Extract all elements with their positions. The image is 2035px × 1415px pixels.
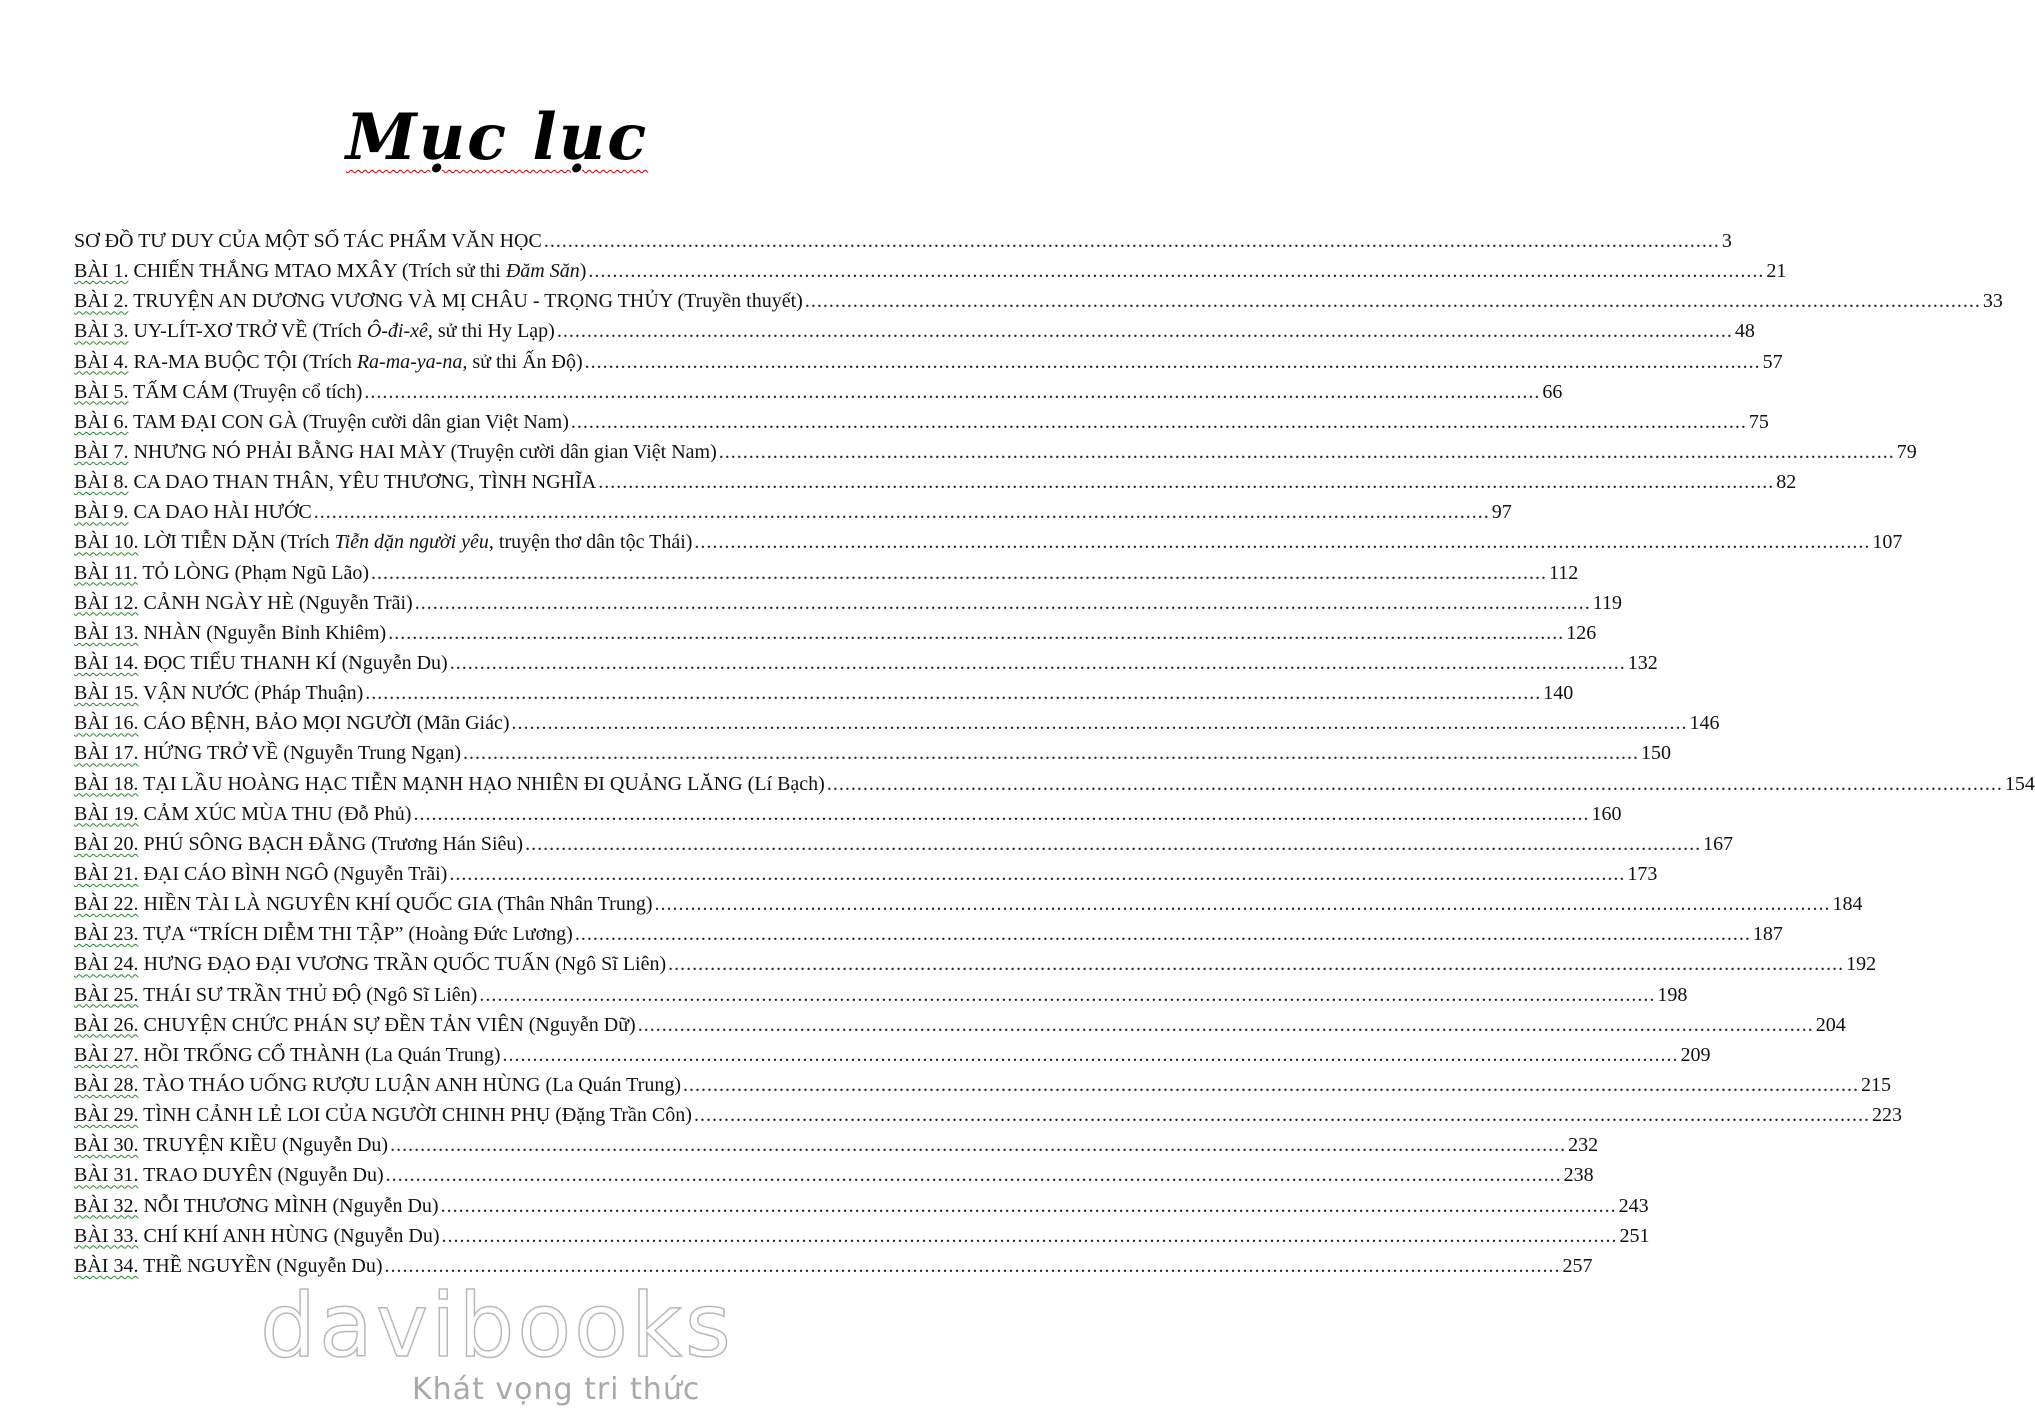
dot-leader xyxy=(557,316,1733,346)
toc-entry[interactable] xyxy=(74,799,1622,829)
toc-entry-title xyxy=(74,1130,388,1160)
lesson-source xyxy=(303,351,583,373)
toc-entry-title xyxy=(74,618,386,648)
lesson-number: BÀI 15. xyxy=(74,682,139,705)
page-number: 204 xyxy=(1815,1013,1846,1036)
source-pre: (Trích xyxy=(312,320,367,343)
toc-entry[interactable] xyxy=(74,316,1755,346)
lesson-number: BÀI 23. xyxy=(74,923,139,946)
toc-entry-title xyxy=(74,437,717,467)
source-pre: (Hoàng Đức Lương) xyxy=(408,923,573,946)
page-number: 126 xyxy=(1566,621,1597,644)
lesson-title: THỀ NGUYỀN xyxy=(143,1254,272,1277)
page-number: 150 xyxy=(1641,742,1672,765)
watermark-brand: davibooks xyxy=(260,1274,734,1377)
dot-leader xyxy=(441,1191,1617,1221)
lesson-source xyxy=(365,1044,501,1066)
source-pre: (Đặng Trần Côn) xyxy=(555,1104,692,1127)
toc-entry[interactable] xyxy=(74,859,1658,889)
lesson-number: BÀI 12. xyxy=(74,591,139,614)
toc-entry[interactable] xyxy=(74,497,1512,527)
lesson-source xyxy=(280,531,692,553)
lesson-title: TRAO DUYÊN xyxy=(143,1164,273,1187)
source-post: , truyện thơ dân tộc Thái) xyxy=(488,531,693,554)
lesson-title: TÀO THÁO UỐNG RƯỢU LUẬN ANH HÙNG xyxy=(143,1073,541,1096)
dot-leader xyxy=(388,618,1564,648)
toc-entry[interactable] xyxy=(74,558,1579,588)
toc-entry-title xyxy=(74,407,569,437)
dot-leader xyxy=(654,889,1830,919)
toc-entry[interactable] xyxy=(74,286,2003,316)
page-number: 97 xyxy=(1491,501,1512,524)
page-number: 187 xyxy=(1752,923,1783,946)
lesson-title: TỰA “TRÍCH DIỄM THI TẬP” xyxy=(143,923,404,946)
lesson-number: BÀI 8. xyxy=(74,471,129,494)
source-pre: (Lí Bạch) xyxy=(747,772,825,795)
lesson-title: TRUYỆN KIỀU xyxy=(143,1134,277,1157)
toc-entry[interactable] xyxy=(74,769,2035,799)
toc-entry[interactable] xyxy=(74,708,1720,738)
dot-leader xyxy=(511,708,1687,738)
lesson-number: BÀI 6. xyxy=(74,410,129,433)
toc-entry-title xyxy=(74,1010,636,1040)
toc-entry-title xyxy=(74,377,362,407)
toc-entry[interactable] xyxy=(74,1040,1711,1070)
page-number: 173 xyxy=(1627,862,1658,885)
lesson-title: ĐẠI CÁO BÌNH NGÔ xyxy=(143,862,329,885)
toc-entry[interactable] xyxy=(74,467,1797,497)
lesson-number: BÀI 11. xyxy=(74,561,138,584)
toc-entry-title xyxy=(74,558,369,588)
lesson-source xyxy=(555,1104,692,1126)
source-pre: (Nguyễn Bỉnh Khiêm) xyxy=(206,621,387,644)
page-number: 82 xyxy=(1776,471,1797,494)
lesson-title: CA DAO HÀI HƯỚC xyxy=(133,501,312,524)
toc-entry[interactable] xyxy=(74,1100,1902,1130)
source-em: Đăm Săn xyxy=(505,260,580,283)
page-number: 160 xyxy=(1591,802,1622,825)
source-pre: (Ngô Sĩ Liên) xyxy=(555,953,667,976)
lesson-number: BÀI 19. xyxy=(74,802,139,825)
lesson-source xyxy=(402,260,587,282)
toc-entry-title xyxy=(74,347,583,377)
lesson-title: TẤM CÁM xyxy=(133,380,229,403)
lesson-source xyxy=(235,562,369,584)
toc-entry-title xyxy=(74,286,803,316)
lesson-title: NỖI THƯƠNG MÌNH xyxy=(143,1194,328,1217)
toc-entry-title xyxy=(74,1070,681,1100)
source-pre: (Nguyễn Du) xyxy=(332,1194,439,1217)
page-number: 48 xyxy=(1734,320,1755,343)
lesson-source xyxy=(342,652,448,674)
toc-entry[interactable] xyxy=(74,377,1563,407)
toc-entry-title xyxy=(74,678,363,708)
dot-leader xyxy=(575,919,1751,949)
page-number: 75 xyxy=(1748,410,1769,433)
lesson-number: BÀI 1. xyxy=(74,260,129,283)
lesson-source xyxy=(555,953,666,975)
source-pre: (Trương Hán Siêu) xyxy=(371,832,524,855)
lesson-title: NHƯNG NÓ PHẢI BẰNG HAI MÀY xyxy=(133,440,446,463)
page-number: 243 xyxy=(1618,1194,1649,1217)
lesson-number: BÀI 2. xyxy=(74,290,129,313)
page-number: 112 xyxy=(1548,561,1579,584)
source-pre: (Truyện cổ tích) xyxy=(233,380,363,403)
source-post: , sử thi Hy Lạp) xyxy=(427,320,555,343)
lesson-number: BÀI 25. xyxy=(74,983,139,1006)
toc-entry[interactable] xyxy=(74,256,1787,286)
dot-leader xyxy=(314,497,1490,527)
lesson-title: CÁO BỆNH, BẢO MỌI NGƯỜI xyxy=(143,712,412,735)
lesson-number: BÀI 33. xyxy=(74,1224,139,1247)
toc-entry[interactable] xyxy=(74,1191,1649,1221)
lesson-source xyxy=(206,622,386,644)
lesson-source xyxy=(254,682,363,704)
lesson-source xyxy=(332,1195,438,1217)
page-number: 21 xyxy=(1766,260,1787,283)
toc-entry[interactable] xyxy=(74,618,1597,648)
toc-entry[interactable] xyxy=(74,1160,1594,1190)
dot-leader xyxy=(694,527,1870,557)
toc-entry[interactable] xyxy=(74,648,1658,678)
page-number: 154 xyxy=(2004,772,2035,795)
lesson-title: SƠ ĐỒ TƯ DUY CỦA MỘT SỐ TÁC PHẨM VĂN HỌC xyxy=(74,230,542,252)
toc-entry-title xyxy=(74,1040,500,1070)
source-pre: (Trích sử thi xyxy=(401,260,506,283)
toc-entry-title xyxy=(74,919,573,949)
lesson-number: BÀI 32. xyxy=(74,1194,139,1217)
source-pre: (Nguyễn Du) xyxy=(333,1224,440,1247)
dot-leader xyxy=(544,226,1720,256)
source-pre: (Truyện cười dân gian Việt Nam) xyxy=(450,440,717,463)
watermark-tagline: Khát vọng tri thức xyxy=(412,1372,701,1407)
dot-leader xyxy=(588,256,1764,286)
dot-leader xyxy=(827,769,2003,799)
toc-entry-title xyxy=(74,256,586,286)
lesson-title: HIỀN TÀI LÀ NGUYÊN KHÍ QUỐC GIA xyxy=(143,893,492,916)
lesson-title: UY-LÍT-XƠ TRỞ VỀ xyxy=(133,320,308,343)
toc-entry[interactable] xyxy=(74,1070,1891,1100)
lesson-source xyxy=(283,742,461,764)
lesson-source xyxy=(333,863,447,885)
lesson-source xyxy=(408,923,572,945)
lesson-number: BÀI 24. xyxy=(74,953,139,976)
source-pre: (Nguyễn Trung Ngạn) xyxy=(283,742,462,765)
lesson-title: CHÍ KHÍ ANH HÙNG xyxy=(143,1224,329,1247)
lesson-number: BÀI 34. xyxy=(74,1254,139,1277)
lesson-title: PHÚ SÔNG BẠCH ĐẰNG xyxy=(143,832,367,855)
lesson-source xyxy=(529,1014,636,1036)
dot-leader xyxy=(571,407,1747,437)
page-number: 232 xyxy=(1568,1134,1599,1157)
lesson-title: CA DAO THAN THÂN, YÊU THƯƠNG, TÌNH NGHĨA xyxy=(133,471,597,494)
source-pre: (Nguyễn Dữ) xyxy=(528,1013,636,1036)
source-post: ) xyxy=(579,260,587,283)
dot-leader xyxy=(371,558,1547,588)
lesson-number: BÀI 29. xyxy=(74,1104,139,1127)
lesson-title: TAM ĐẠI CON GÀ xyxy=(133,410,298,433)
dot-leader xyxy=(386,1160,1562,1190)
dot-leader xyxy=(442,1221,1618,1251)
toc-entry[interactable] xyxy=(74,347,1783,377)
source-pre: (La Quán Trung) xyxy=(545,1073,681,1096)
lesson-source xyxy=(748,773,825,795)
toc-entry-title xyxy=(74,799,411,829)
page-number: 3 xyxy=(1721,230,1732,252)
source-em: Ra-ma-ya-na xyxy=(356,350,463,373)
lesson-source xyxy=(333,1225,439,1247)
lesson-title: LỜI TIỄN DẶN xyxy=(143,531,276,554)
dot-leader xyxy=(479,980,1655,1010)
source-em: Ô-đi-xê xyxy=(366,320,428,343)
toc-entry-title xyxy=(74,708,509,738)
lesson-title: TẠI LẦU HOÀNG HẠC TIỄN MẠNH HẠO NHIÊN ĐI QUẢNG LĂNG xyxy=(143,772,743,795)
lesson-number: BÀI 21. xyxy=(74,862,139,885)
toc-entry-title xyxy=(74,527,692,557)
lesson-source xyxy=(366,984,477,1006)
page-number: 223 xyxy=(1871,1104,1902,1127)
toc-entry[interactable] xyxy=(74,678,1574,708)
lesson-number: BÀI 22. xyxy=(74,893,139,916)
dot-leader xyxy=(598,467,1774,497)
lesson-title: ĐỌC TIỂU THANH KÍ xyxy=(143,651,337,674)
page-number: 209 xyxy=(1680,1043,1711,1066)
toc-entry-title xyxy=(74,738,461,768)
dot-leader xyxy=(365,678,1541,708)
toc-entry-title xyxy=(74,648,448,678)
lesson-number: BÀI 18. xyxy=(74,772,139,795)
toc-entry[interactable] xyxy=(74,588,1622,618)
dot-leader xyxy=(413,799,1589,829)
page-number: 107 xyxy=(1872,531,1903,554)
toc-entry[interactable] xyxy=(74,738,1672,768)
lesson-title: HƯNG ĐẠO ĐẠI VƯƠNG TRẦN QUỐC TUẤN xyxy=(143,953,551,976)
page-number: 167 xyxy=(1703,832,1734,855)
lesson-number: BÀI 16. xyxy=(74,712,139,735)
lesson-source xyxy=(338,803,412,825)
toc-entry-title xyxy=(74,588,413,618)
lesson-source xyxy=(417,712,510,734)
lesson-title: CHIẾN THẮNG MTAO MXÂY xyxy=(133,260,397,283)
toc-entry-title xyxy=(74,316,555,346)
toc-entry-title xyxy=(74,949,666,979)
page-number: 251 xyxy=(1619,1224,1650,1247)
toc-entry-title xyxy=(74,1191,439,1221)
source-pre: (Truyền thuyết) xyxy=(677,290,803,313)
toc-entry-title xyxy=(74,859,447,889)
page-number: 198 xyxy=(1657,983,1688,1006)
lesson-title: HỒI TRỐNG CỔ THÀNH xyxy=(143,1043,360,1066)
source-pre: (Truyện cười dân gian Việt Nam) xyxy=(302,410,569,433)
toc-entry-title xyxy=(74,1160,384,1190)
toc-entry[interactable] xyxy=(74,527,1903,557)
source-pre: (Nguyễn Trãi) xyxy=(298,591,413,614)
source-pre: (Nguyễn Trãi) xyxy=(333,862,448,885)
lesson-title: TỎ LÒNG xyxy=(142,561,230,584)
lesson-title: CẢM XÚC MÙA THU xyxy=(143,802,333,825)
lesson-number: BÀI 7. xyxy=(74,440,129,463)
source-pre: (Trích xyxy=(280,531,335,554)
dot-leader xyxy=(668,949,1844,979)
dot-leader xyxy=(502,1040,1678,1070)
page-number: 79 xyxy=(1896,440,1917,463)
toc-entry[interactable] xyxy=(74,919,1783,949)
lesson-number: BÀI 17. xyxy=(74,742,139,765)
toc-entry[interactable] xyxy=(74,437,1917,467)
dot-leader xyxy=(463,738,1639,768)
lesson-number: BÀI 26. xyxy=(74,1013,139,1036)
page-number: 140 xyxy=(1543,682,1574,705)
toc-entry[interactable] xyxy=(74,226,1732,256)
lesson-source xyxy=(233,381,362,403)
table-of-contents xyxy=(74,226,2035,1281)
lesson-number: BÀI 20. xyxy=(74,832,139,855)
lesson-source xyxy=(677,290,802,312)
source-pre: (Đỗ Phủ) xyxy=(337,802,412,825)
toc-entry[interactable] xyxy=(74,889,1863,919)
toc-entry-title xyxy=(74,980,477,1010)
dot-leader xyxy=(364,377,1540,407)
dot-leader xyxy=(638,1010,1814,1040)
dot-leader xyxy=(585,347,1761,377)
dot-leader xyxy=(525,829,1701,859)
source-pre: (Thân Nhân Trung) xyxy=(496,893,653,916)
page-number: 146 xyxy=(1689,712,1720,735)
source-em: Tiễn dặn người yêu xyxy=(334,531,489,554)
toc-entry-title xyxy=(74,769,825,799)
page-number: 66 xyxy=(1542,380,1563,403)
page-number: 184 xyxy=(1832,893,1863,916)
dot-leader xyxy=(449,859,1625,889)
toc-entry[interactable] xyxy=(74,829,1734,859)
lesson-number: BÀI 30. xyxy=(74,1134,139,1157)
dot-leader xyxy=(719,437,1895,467)
lesson-number: BÀI 27. xyxy=(74,1043,139,1066)
lesson-number: BÀI 31. xyxy=(74,1164,139,1187)
source-pre: (Pháp Thuận) xyxy=(254,682,364,705)
lesson-title: HỨNG TRỞ VỀ xyxy=(143,742,279,765)
page-number: 33 xyxy=(1982,290,2003,313)
lesson-source xyxy=(299,592,413,614)
dot-leader xyxy=(390,1130,1566,1160)
lesson-number: BÀI 28. xyxy=(74,1073,139,1096)
lesson-title: TÌNH CẢNH LẺ LOI CỦA NGƯỜI CHINH PHỤ xyxy=(143,1104,551,1127)
page-number: 119 xyxy=(1592,591,1622,614)
page-number: 215 xyxy=(1861,1073,1891,1096)
toc-entry-title xyxy=(74,226,542,256)
toc-entry-title xyxy=(74,1100,692,1130)
toc-entry-title xyxy=(74,829,523,859)
lesson-title: CHUYỆN CHỨC PHÁN SỰ ĐỀN TẢN VIÊN xyxy=(143,1013,524,1036)
dot-leader xyxy=(415,588,1591,618)
lesson-number: BÀI 3. xyxy=(74,320,129,343)
dot-leader xyxy=(805,286,1981,316)
page-number: 257 xyxy=(1562,1254,1593,1277)
toc-entry[interactable] xyxy=(74,949,1877,979)
lesson-source xyxy=(313,320,555,342)
lesson-source xyxy=(278,1164,384,1186)
lesson-number: BÀI 4. xyxy=(74,350,129,373)
lesson-number: BÀI 13. xyxy=(74,621,139,644)
page-number: 238 xyxy=(1563,1164,1594,1187)
source-pre: (La Quán Trung) xyxy=(364,1043,501,1066)
toc-entry[interactable] xyxy=(74,1010,1846,1040)
toc-entry[interactable] xyxy=(74,980,1688,1010)
source-post: , sử thi Ấn Độ) xyxy=(462,350,583,373)
dot-leader xyxy=(683,1070,1859,1100)
toc-entry-title xyxy=(74,467,596,497)
source-pre: (Phạm Ngũ Lão) xyxy=(234,561,369,584)
dot-leader xyxy=(450,648,1626,678)
lesson-title: NHÀN xyxy=(143,621,202,644)
lesson-title: RA-MA BUỘC TỘI xyxy=(133,350,298,373)
lesson-number: BÀI 14. xyxy=(74,651,139,674)
lesson-source xyxy=(545,1074,681,1096)
source-pre: (Ngô Sĩ Liên) xyxy=(366,983,478,1006)
lesson-number: BÀI 10. xyxy=(74,531,139,554)
lesson-source xyxy=(282,1134,388,1156)
lesson-title: VẬN NƯỚC xyxy=(143,682,250,705)
lesson-title: THÁI SƯ TRẦN THỦ ĐỘ xyxy=(143,983,362,1006)
toc-entry[interactable] xyxy=(74,1130,1599,1160)
lesson-number: BÀI 5. xyxy=(74,380,129,403)
source-pre: (Nguyễn Du) xyxy=(341,651,448,674)
source-pre: (Nguyễn Du) xyxy=(276,1254,383,1277)
page-number: 132 xyxy=(1627,651,1658,674)
dot-leader xyxy=(694,1100,1870,1130)
toc-entry-title xyxy=(74,497,312,527)
lesson-source xyxy=(371,833,523,855)
lesson-number: BÀI 9. xyxy=(74,501,129,524)
toc-entry-title xyxy=(74,889,652,919)
page-title: Mục lục xyxy=(345,100,649,175)
source-pre: (Nguyễn Du) xyxy=(281,1134,389,1157)
lesson-source xyxy=(497,893,653,915)
lesson-title: CẢNH NGÀY HÈ xyxy=(143,591,294,614)
toc-entry[interactable] xyxy=(74,407,1769,437)
lesson-title: TRUYỆN AN DƯƠNG VƯƠNG VÀ MỊ CHÂU - TRỌNG THỦY xyxy=(133,290,673,313)
source-pre: (Nguyễn Du) xyxy=(277,1164,384,1187)
page-number: 192 xyxy=(1846,953,1877,976)
toc-entry-title xyxy=(74,1221,440,1251)
source-pre: (Trích xyxy=(302,350,357,373)
page-number: 57 xyxy=(1762,350,1783,373)
lesson-source xyxy=(303,411,569,433)
lesson-source xyxy=(450,441,716,463)
source-pre: (Mãn Giác) xyxy=(416,712,510,735)
toc-entry[interactable] xyxy=(74,1221,1650,1251)
